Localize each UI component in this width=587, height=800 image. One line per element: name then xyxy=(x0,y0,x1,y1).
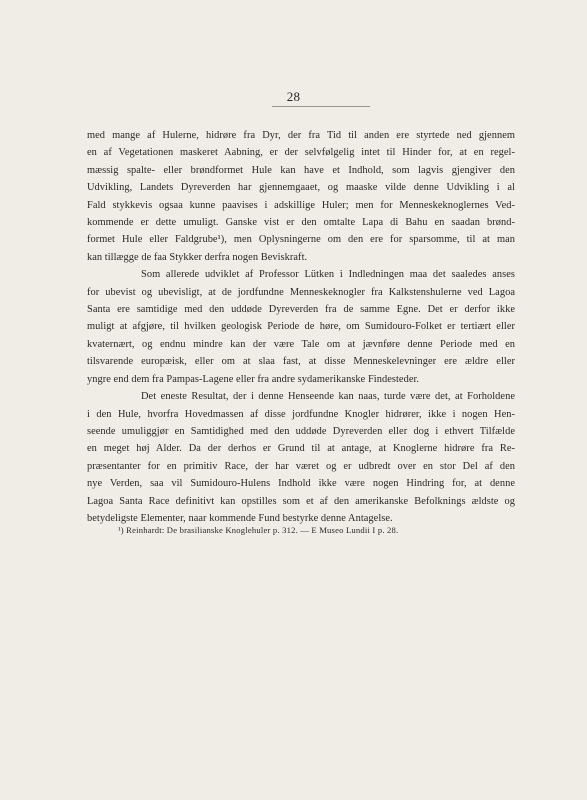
text-line: Udvikling, Landets Dyreverden har gjennemgaaet, og maaske vilde denne Udvikling i al xyxy=(87,182,515,194)
text-line: muligt at afgjøre, til hvilken geologisk Periode de høre, om Sumidouro-Folket er tertiært eller xyxy=(87,321,515,333)
body-text xyxy=(87,127,515,527)
text-line: tilsvarende europæisk, eller om at slaa fast, at disse Menneskelevninger ere ældre eller xyxy=(87,356,515,368)
page-number: 28 xyxy=(286,89,301,104)
text-line: Det eneste Resultat, der i denne Henseende kan naas, turde være det, at Forholdene xyxy=(141,391,515,403)
text-line: kvaternært, og endnu mindre kan der være Tale om at jævnføre denne Periode med en xyxy=(87,338,515,350)
text-line: Lagoa Santa Race definitivt kan opstilles som et af den amerikanske Befolknings ældste og xyxy=(87,495,515,507)
text-line: mæssig spalte- eller brøndformet Hule kan have et Indhold, som lagvis gjengiver den xyxy=(87,164,515,176)
text-line: i den Hule, hvorfra Hovedmassen af disse jordfundne Knogler hidrører, ikke i nogen Hen- xyxy=(87,408,515,420)
text-line: seende umuliggjør en Samtidighed med den uddøde Dyreverden eller dog i ethvert Tilfælde xyxy=(87,425,515,437)
text-line: yngre end dem fra Pampas-Lagene eller fra andre sydamerikanske Findesteder. xyxy=(87,373,420,385)
text-line: Fald stykkevis ogsaa kunne paavises i adskillige Huler; men for Menneskeknoglernes Ved- xyxy=(87,199,515,211)
text-line: nye Verden, saa vil Sumidouro-Hulens Indhold ikke være nogen Hindring for, at denne xyxy=(87,478,515,490)
text-line: Som allerede udviklet af Professor Lütken i Indledningen maa det saaledes anses xyxy=(141,269,515,281)
text-line: kommende er dette umuligt. Ganske vist er den omtalte Lapa di Bahu en saadan brønd- xyxy=(87,217,515,229)
text-line: betydeligste Elementer, naar kommende Fund bestyrke denne Antagelse. xyxy=(87,512,393,524)
text-line: for ubevist og ubevisligt, at de jordfundne Menneskeknogler fra Kalkstenshulerne ved Lagoa xyxy=(87,286,515,298)
text-line: præsentanter for en primitiv Race, der har været og er udbredt over en stor Del af den xyxy=(87,460,515,472)
text-line: kan tillægge de faa Stykker derfra nogen Beviskraft. xyxy=(87,251,308,263)
text-line: Santa ere samtidige med den uddøde Dyreverden fra de samme Egne. Det er derfor ikke xyxy=(87,304,515,316)
text-line: med mange af Hulerne, hidrøre fra Dyr, der fra Tid til anden ere styrtede ned gjennem xyxy=(87,130,515,141)
text-line: formet Hule eller Faldgrube¹), men Oplysningerne om den ere for sparsomme, til at man xyxy=(87,234,515,246)
footnote: ¹) Reinhardt: De brasilianske Knoglehuler p. 312. — E Museo Lundii I p. 28. xyxy=(118,525,399,535)
text-line: en meget høj Alder. Da der derhos er Grund til at antage, at Knoglerne hidrøre fra Re- xyxy=(87,443,515,455)
header-rule xyxy=(272,106,370,107)
text-line: en af Vegetationen maskeret Aabning, er der selvfølgelig intet til Hinder for, at en regel- xyxy=(87,147,515,159)
